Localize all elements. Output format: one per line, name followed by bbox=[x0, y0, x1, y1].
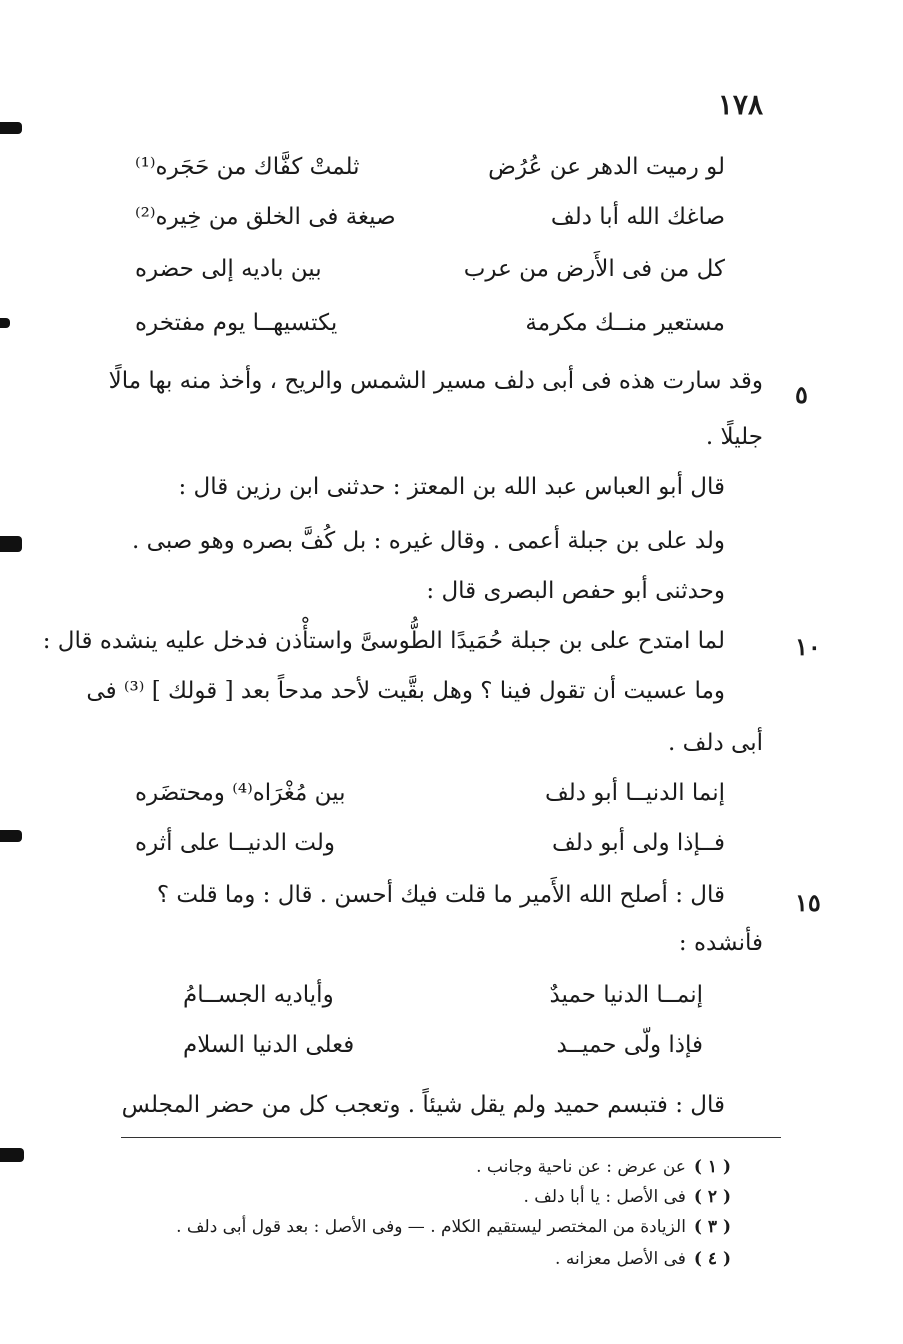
verse-second-hemistich: وأياديه الجســامُ bbox=[183, 982, 334, 1008]
line-number-15: ١٥ bbox=[795, 888, 821, 917]
verse-first-hemistich: لو رميت الدهر عن عُرُض bbox=[488, 154, 725, 180]
footnote-text: فى الأصل معزانه . bbox=[555, 1249, 686, 1269]
footnote bbox=[476, 1156, 731, 1178]
prose-line: ولد على بن جبلة أعمى . وقال غيره : بل كُفَّ بصره وهو صبى . bbox=[132, 528, 725, 554]
verse-second-hemistich: ثلمتْ كفَّاك من حَجَره⁽¹⁾ bbox=[135, 154, 360, 180]
verse-second-hemistich: ولت الدنيــا على أثره bbox=[135, 830, 335, 856]
footnote-marker: ( ٣ ) bbox=[693, 1217, 731, 1237]
verse-first-hemistich: مستعير منــك مكرمة bbox=[525, 310, 725, 336]
verse-second-hemistich: بين مُغْرَاه⁽⁴⁾ ومحتضَره bbox=[135, 780, 346, 806]
footnote-separator bbox=[121, 1137, 781, 1138]
page-number: ١٧٨ bbox=[717, 88, 763, 121]
footnote-marker: ( ٤ ) bbox=[693, 1249, 731, 1269]
scan-edge-mark bbox=[0, 122, 22, 134]
scan-edge-mark bbox=[0, 1148, 24, 1162]
verse-first-hemistich: إنمــا الدنيا حميدٌ bbox=[549, 982, 703, 1008]
verse-first-hemistich: فــإذا ولى أبو دلف bbox=[551, 830, 725, 856]
prose-line: وقد سارت هذه فى أبى دلف مسير الشمس والريح ، وأخذ منه بها مالًا bbox=[108, 368, 763, 394]
scan-edge-mark bbox=[0, 318, 10, 328]
prose-line: لما امتدح على بن جبلة حُمَيدًا الطُّوسىَّ واستأْذن فدخل عليه ينشده قال : bbox=[42, 628, 725, 654]
prose-line: أبى دلف . bbox=[668, 730, 763, 756]
footnote-text: الزيادة من المختصر ليستقيم الكلام . — وفى الأصل : بعد قول أبى دلف . bbox=[176, 1217, 686, 1237]
line-number-5: ٥ bbox=[795, 380, 808, 409]
footnote-text: فى الأصل : يا أبا دلف . bbox=[523, 1187, 686, 1207]
verse-first-hemistich: صاغك الله أبا دلف bbox=[550, 204, 725, 230]
verse-second-hemistich: صيغة فى الخلق من خِيره⁽²⁾ bbox=[135, 204, 396, 230]
prose-line: وما عسيت أن تقول فينا ؟ وهل بقَّيت لأحد مدحاً بعد [ قولك ] ⁽³⁾ فى bbox=[86, 678, 725, 704]
line-number-10: ١٠ bbox=[795, 632, 821, 661]
prose-line: جليلًا . bbox=[705, 424, 763, 450]
footnote bbox=[555, 1248, 731, 1270]
footnote-marker: ( ٢ ) bbox=[693, 1187, 731, 1207]
verse-first-hemistich: فإذا ولّى حميــد bbox=[556, 1032, 703, 1058]
footnote-marker: ( ١ ) bbox=[693, 1157, 731, 1177]
verse-second-hemistich: يكتسيهــا يوم مفتخره bbox=[135, 310, 338, 336]
prose-line: فأنشده : bbox=[678, 930, 763, 956]
footnote bbox=[523, 1186, 731, 1208]
verse-first-hemistich: إنما الدنيــا أبو دلف bbox=[544, 780, 725, 806]
scan-edge-mark bbox=[0, 830, 22, 842]
verse-second-hemistich: فعلى الدنيا السلام bbox=[183, 1032, 355, 1058]
prose-line: وحدثنى أبو حفص البصرى قال : bbox=[426, 578, 725, 604]
verse-first-hemistich: كل من فى الأَرض من عرب bbox=[463, 256, 725, 282]
scan-edge-mark bbox=[0, 536, 22, 552]
prose-line: قال : فتبسم حميد ولم يقل شيئاً . وتعجب كل من حضر المجلس bbox=[121, 1092, 725, 1118]
prose-line: قال أبو العباس عبد الله بن المعتز : حدثنى ابن رزين قال : bbox=[178, 474, 725, 500]
verse-second-hemistich: بين باديه إلى حضره bbox=[135, 256, 322, 282]
prose-line: قال : أصلح الله الأَمير ما قلت فيك أحسن . قال : وما قلت ؟ bbox=[156, 882, 725, 908]
footnote-text: عن عرض : عن ناحية وجانب . bbox=[476, 1157, 686, 1177]
footnote bbox=[176, 1216, 731, 1238]
